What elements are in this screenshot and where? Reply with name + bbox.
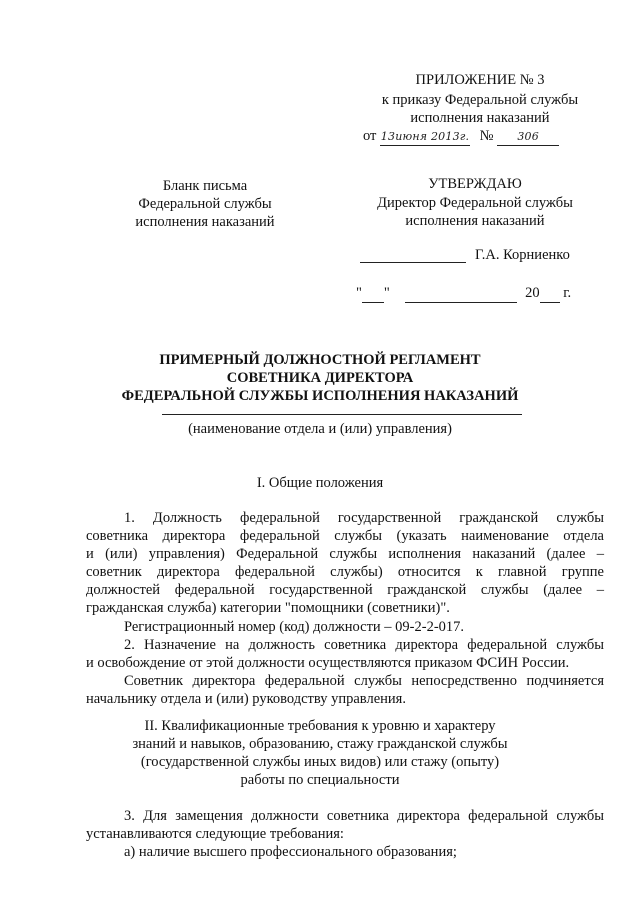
blank-line-1: Бланк письма xyxy=(162,178,248,194)
approve-signer: Г.А. Корниенко xyxy=(475,247,570,263)
para-3-line-1: Советник директора федеральной службы непосредственно подчиняется xyxy=(124,673,604,689)
appendix-line-1: к приказу Федеральной службы xyxy=(381,92,579,108)
doc-title-line-3: ФЕДЕРАЛЬНОЙ СЛУЖБЫ ИСПОЛНЕНИЯ НАКАЗАНИЙ xyxy=(121,388,519,404)
para-3-line-2: начальнику отдела и (или) руководству управления. xyxy=(86,691,406,707)
doc-title-line-1: ПРИМЕРНЫЙ ДОЛЖНОСТНОЙ РЕГЛАМЕНТ xyxy=(159,352,481,368)
appendix-number-prefix: № xyxy=(479,128,494,144)
blank-line-2: Федеральной службы xyxy=(138,196,272,212)
section-1-heading: I. Общие положения xyxy=(256,475,384,491)
blank-line-3: исполнения наказаний xyxy=(135,214,275,230)
department-subnote: (наименование отдела и (или) управления) xyxy=(188,421,452,437)
para-4-line-2: устанавливаются следующие требования: xyxy=(86,826,344,842)
para-4-line-1: 3. Для замещения должности советника директора федеральной службы xyxy=(124,808,604,824)
section-2-heading-line-4: работы по специальности xyxy=(240,772,400,788)
approve-date-row xyxy=(356,285,596,303)
date-quote-open: " xyxy=(356,285,362,301)
date-day-blank xyxy=(362,285,384,303)
doc-title-line-2: СОВЕТНИКА ДИРЕКТОРА xyxy=(226,370,414,386)
appendix-title: ПРИЛОЖЕНИЕ № 3 xyxy=(415,72,545,88)
approve-line-1: Директор Федеральной службы xyxy=(377,195,573,211)
appendix-date-prefix: от xyxy=(363,128,377,144)
appendix-number-handwritten: 306 xyxy=(497,128,559,146)
para-1-line-3: и (или) управления) Федеральной службы исполнения наказаний (далее – xyxy=(86,546,604,562)
section-2-heading-line-3: (государственной службы иных видов) или стажу (опыту) xyxy=(140,754,500,770)
section-2-heading-line-1: II. Квалификационные требования к уровню и характеру xyxy=(144,718,496,734)
appendix-line-2: исполнения наказаний xyxy=(410,110,550,126)
signature-line xyxy=(360,262,466,263)
approve-line-2: исполнения наказаний xyxy=(405,213,545,229)
appendix-date-row xyxy=(363,128,603,146)
registration-number: Регистрационный номер (код) должности – 09-2-2-017. xyxy=(124,619,465,635)
para-2-line-2: и освобождение от этой должности осуществляются приказом ФСИН России. xyxy=(86,655,570,671)
approve-title: УТВЕРЖДАЮ xyxy=(428,176,522,192)
date-year-blank xyxy=(540,285,560,303)
para-1-line-4: советник директора федеральной службы) относится к главной группе xyxy=(86,564,604,580)
date-year-prefix: 20 xyxy=(525,285,540,301)
date-month-blank xyxy=(405,285,517,303)
para-1-line-5: должностей федеральной государственной гражданской службы (далее – xyxy=(86,582,604,598)
date-quote-close: " xyxy=(383,285,390,301)
para-2-line-1: 2. Назначение на должность советника директора федеральной службы xyxy=(124,637,604,653)
section-2-heading-line-2: знаний и навыков, образованию, стажу гражданской службы xyxy=(132,736,508,752)
date-year-suffix: г. xyxy=(563,285,572,301)
para-1-line-2: советника директора федеральной службы (указать наименование отдела xyxy=(86,528,604,544)
department-line xyxy=(162,414,522,415)
appendix-date-handwritten: 13июня 2013г. xyxy=(380,128,470,146)
para-1-line-6: гражданская служба) категории "помощники (советники)". xyxy=(86,600,450,616)
para-1-line-1: 1. Должность федеральной государственной гражданской службы xyxy=(124,510,604,526)
para-4-item-a: а) наличие высшего профессионального образования; xyxy=(124,844,457,860)
